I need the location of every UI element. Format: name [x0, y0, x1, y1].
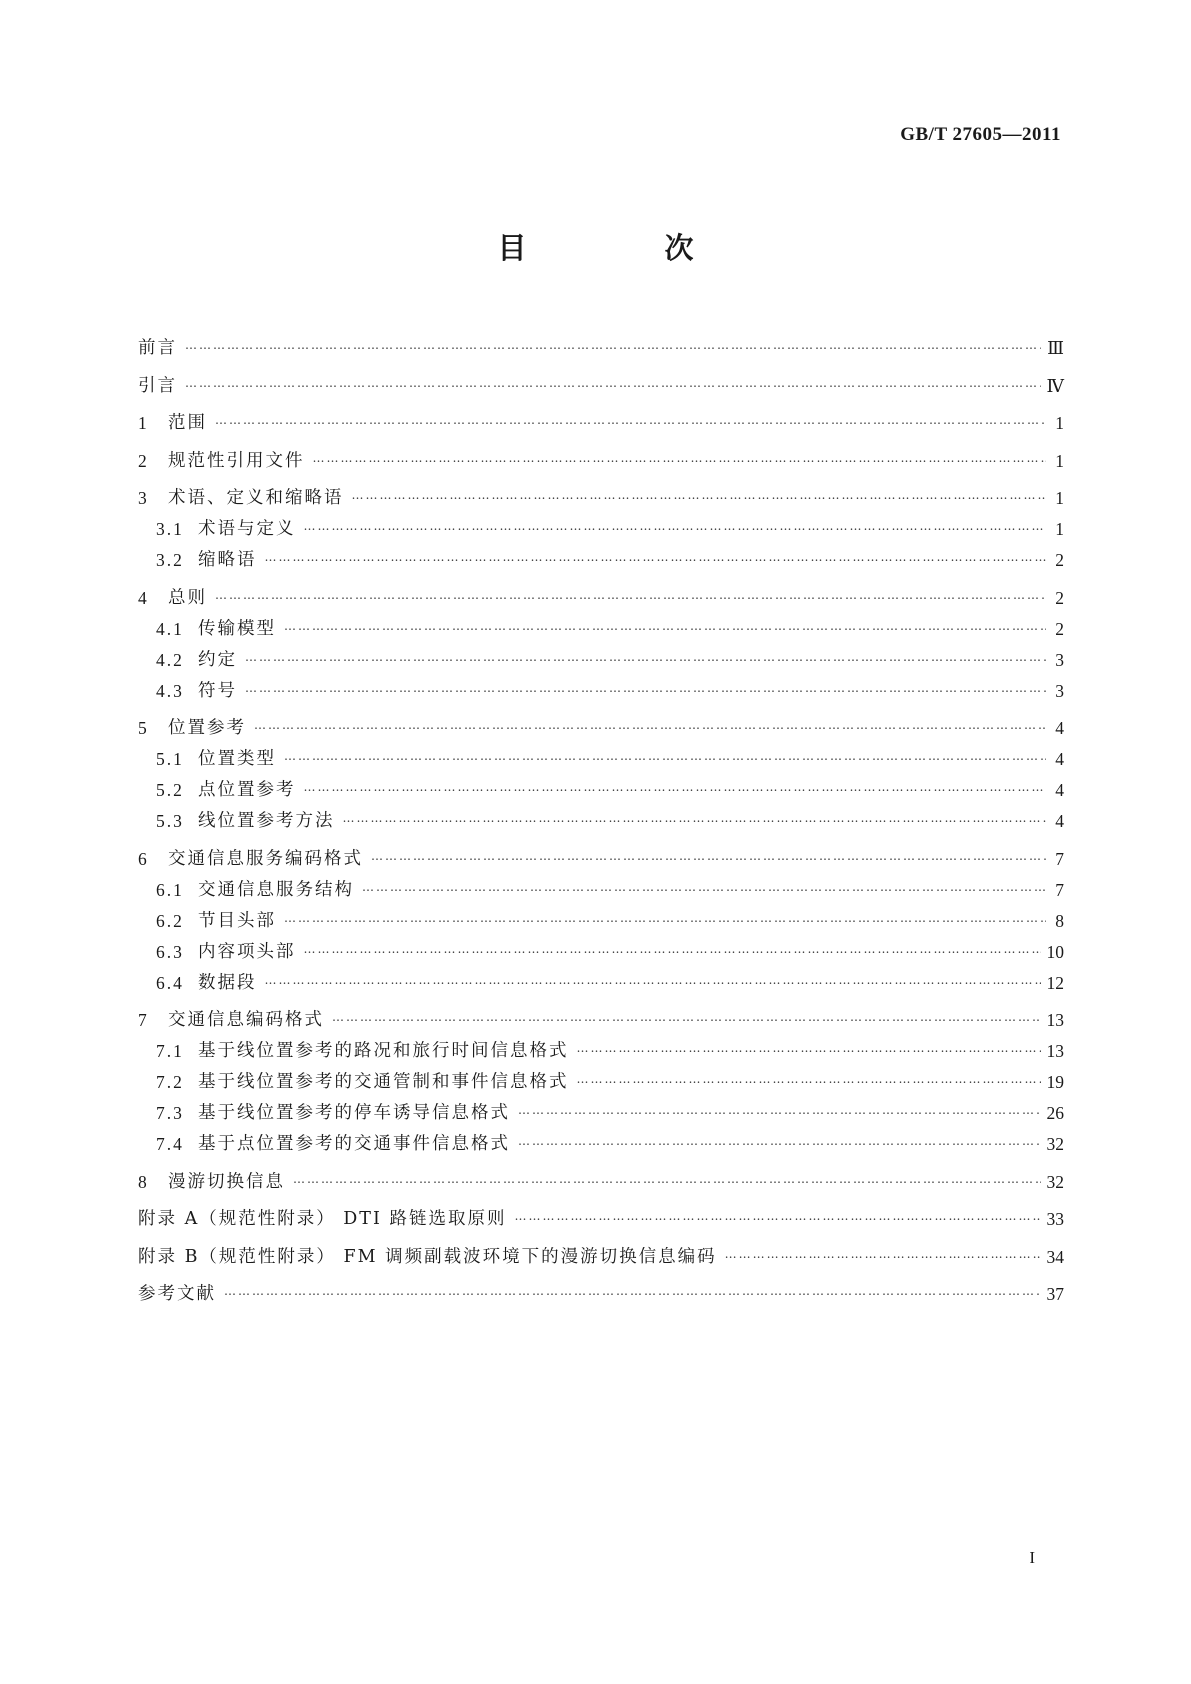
toc-entry-number: 5.2: [156, 780, 184, 800]
toc-entry-label: 传输模型: [198, 618, 276, 639]
toc-entry-number: 5.1: [156, 749, 184, 769]
toc-entry-number: 4: [138, 587, 147, 608]
toc-entry[interactable]: [138, 640, 1064, 671]
standard-number: GB/T 27605—2011: [900, 124, 1061, 145]
table-of-contents: [138, 328, 1064, 1305]
toc-entry-number: 6: [138, 848, 147, 869]
toc-entry-page: 1: [1055, 450, 1064, 471]
toc-entry-page: 12: [1046, 972, 1064, 993]
toc-entry-label: 点位置参考: [198, 780, 296, 800]
toc-entry-label: 节目头部: [198, 910, 276, 931]
toc-entry[interactable]: [138, 1274, 1064, 1305]
toc-entry[interactable]: [138, 609, 1064, 640]
toc-entry[interactable]: [138, 1162, 1064, 1193]
toc-entry-label: 数据段: [198, 972, 257, 993]
toc-leader-dots: [577, 1037, 1041, 1059]
toc-entry-page: 37: [1046, 1284, 1064, 1304]
toc-entry-page: Ⅳ: [1046, 375, 1064, 396]
toc-leader-dots: [518, 1130, 1041, 1152]
toc-entry-label: 交通信息服务结构: [198, 879, 354, 900]
toc-entry-label: 总则: [168, 587, 207, 608]
toc-entry[interactable]: [138, 932, 1064, 963]
toc-entry-number: 3.1: [156, 519, 184, 539]
toc-entry-label: 基于线位置参考的交通管制和事件信息格式: [198, 1072, 569, 1092]
toc-entry-label: 附录 B（规范性附录） FM 调频副载波环境下的漫游切换信息编码: [138, 1246, 717, 1267]
toc-leader-dots: [284, 745, 1046, 767]
toc-entry-number: 4.1: [156, 618, 184, 639]
toc-leader-dots: [362, 876, 1046, 898]
toc-leader-dots: [215, 409, 1046, 431]
toc-entry[interactable]: [138, 328, 1064, 359]
toc-entry-page: 7: [1055, 879, 1064, 900]
toc-entry-page: 1: [1055, 519, 1064, 539]
toc-leader-dots: [254, 714, 1046, 736]
toc-entry-label: 术语、定义和缩略语: [168, 488, 344, 508]
toc-entry-number: 6.4: [156, 972, 184, 993]
toc-entry-label: 交通信息编码格式: [168, 1010, 324, 1030]
toc-entry-label: 范围: [168, 413, 207, 433]
toc-leader-dots: [332, 1006, 1041, 1028]
toc-entry-label: 基于线位置参考的路况和旅行时间信息格式: [198, 1041, 569, 1061]
toc-entry[interactable]: [138, 708, 1064, 739]
toc-entry[interactable]: [138, 1031, 1064, 1062]
page-number: I: [1029, 1548, 1035, 1567]
toc-entry-number: 3.2: [156, 550, 184, 570]
toc-entry-label: 符号: [198, 680, 237, 701]
toc-entry-page: 33: [1046, 1209, 1064, 1229]
toc-entry-number: 7.4: [156, 1134, 184, 1154]
toc-entry[interactable]: [138, 509, 1064, 540]
toc-entry[interactable]: [138, 739, 1064, 770]
toc-leader-dots: [265, 546, 1047, 568]
toc-entry-label: 基于点位置参考的交通事件信息格式: [198, 1134, 510, 1154]
toc-title: 目 次: [497, 231, 758, 265]
toc-entry-page: 13: [1046, 1010, 1064, 1030]
toc-entry[interactable]: [138, 1000, 1064, 1031]
toc-entry-page: 3: [1055, 649, 1064, 670]
toc-entry-number: 3: [138, 488, 147, 508]
toc-entry-label: 线位置参考方法: [198, 811, 335, 831]
toc-entry-label: 前言: [138, 338, 177, 358]
toc-entry-page: 4: [1055, 749, 1064, 769]
toc-entry[interactable]: [138, 578, 1064, 609]
toc-entry-page: 32: [1046, 1171, 1064, 1192]
toc-entry-number: 5.3: [156, 811, 184, 831]
toc-entry-page: 32: [1046, 1134, 1064, 1154]
toc-entry-number: 7: [138, 1010, 147, 1030]
toc-leader-dots: [725, 1243, 1041, 1265]
toc-entry-page: 4: [1055, 718, 1064, 738]
toc-entry-page: 1: [1055, 413, 1064, 433]
toc-entry-number: 6.1: [156, 879, 184, 900]
toc-entry-label: 引言: [138, 375, 177, 396]
toc-entry-number: 6.3: [156, 941, 184, 962]
toc-entry-number: 1: [138, 413, 147, 433]
toc-entry-label: 缩略语: [198, 550, 257, 570]
toc-entry[interactable]: [138, 478, 1064, 509]
toc-entry[interactable]: [138, 870, 1064, 901]
toc-entry-page: 4: [1055, 780, 1064, 800]
toc-leader-dots: [245, 677, 1046, 699]
toc-entry-number: 7.2: [156, 1072, 184, 1092]
toc-entry-number: 4.2: [156, 649, 184, 670]
toc-entry[interactable]: [138, 1093, 1064, 1124]
toc-entry[interactable]: [138, 671, 1064, 702]
toc-leader-dots: [577, 1068, 1041, 1090]
toc-entry-number: 7.1: [156, 1041, 184, 1061]
toc-entry-page: 13: [1046, 1041, 1064, 1061]
toc-entry-label: 参考文献: [138, 1284, 216, 1304]
toc-entry-page: 26: [1046, 1103, 1064, 1123]
toc-entry[interactable]: [138, 441, 1064, 472]
toc-entry[interactable]: [138, 839, 1064, 870]
toc-entry-page: 10: [1046, 941, 1064, 962]
toc-entry[interactable]: [138, 801, 1064, 832]
toc-entry-number: 4.3: [156, 680, 184, 701]
toc-leader-dots: [185, 372, 1041, 394]
toc-entry[interactable]: [138, 403, 1064, 434]
toc-entry-page: 1: [1055, 488, 1064, 508]
toc-entry-number: 6.2: [156, 910, 184, 931]
toc-entry-label: 约定: [198, 649, 237, 670]
toc-leader-dots: [343, 807, 1047, 829]
toc-leader-dots: [215, 584, 1046, 606]
toc-entry-page: 7: [1055, 848, 1064, 869]
toc-entry-number: 2: [138, 450, 147, 471]
toc-leader-dots: [224, 1280, 1041, 1302]
toc-leader-dots: [304, 776, 1047, 798]
toc-entry[interactable]: [138, 540, 1064, 571]
toc-leader-dots: [284, 615, 1046, 637]
toc-entry-page: Ⅲ: [1047, 338, 1064, 358]
toc-leader-dots: [293, 1168, 1041, 1190]
toc-leader-dots: [185, 334, 1041, 356]
toc-entry-label: 交通信息服务编码格式: [168, 848, 363, 869]
toc-entry-page: 3: [1055, 680, 1064, 701]
toc-leader-dots: [304, 938, 1041, 960]
toc-entry-label: 附录 A（规范性附录） DTI 路链选取原则: [138, 1209, 507, 1229]
toc-entry[interactable]: [138, 1237, 1064, 1268]
toc-entry-label: 漫游切换信息: [168, 1171, 285, 1192]
toc-entry[interactable]: [138, 963, 1064, 994]
toc-entry-label: 内容项头部: [198, 941, 296, 962]
toc-leader-dots: [304, 515, 1047, 537]
toc-entry[interactable]: [138, 366, 1064, 397]
toc-entry-page: 4: [1055, 811, 1064, 831]
toc-entry[interactable]: [138, 901, 1064, 932]
toc-entry-page: 2: [1055, 550, 1064, 570]
toc-entry-page: 2: [1055, 587, 1064, 608]
toc-leader-dots: [313, 447, 1047, 469]
toc-entry-label: 位置参考: [168, 718, 246, 738]
toc-entry-page: 19: [1046, 1072, 1064, 1092]
toc-leader-dots: [371, 845, 1046, 867]
toc-entry[interactable]: [138, 1199, 1064, 1230]
toc-leader-dots: [245, 646, 1046, 668]
toc-leader-dots: [518, 1099, 1041, 1121]
toc-entry-number: 8: [138, 1171, 147, 1192]
toc-leader-dots: [514, 1205, 1040, 1227]
toc-entry-label: 基于线位置参考的停车诱导信息格式: [198, 1103, 510, 1123]
toc-entry-label: 规范性引用文件: [168, 450, 305, 471]
toc-leader-dots: [352, 484, 1047, 506]
toc-entry-number: 5: [138, 718, 147, 738]
toc-leader-dots: [265, 969, 1041, 991]
toc-entry-label: 术语与定义: [198, 519, 296, 539]
toc-entry-label: 位置类型: [198, 749, 276, 769]
toc-entry[interactable]: [138, 770, 1064, 801]
toc-leader-dots: [284, 907, 1046, 929]
toc-entry-page: 2: [1055, 618, 1064, 639]
toc-entry[interactable]: [138, 1062, 1064, 1093]
toc-entry-page: 8: [1055, 910, 1064, 931]
toc-entry-number: 7.3: [156, 1103, 184, 1123]
toc-entry[interactable]: [138, 1124, 1064, 1155]
toc-entry-page: 34: [1046, 1246, 1064, 1267]
